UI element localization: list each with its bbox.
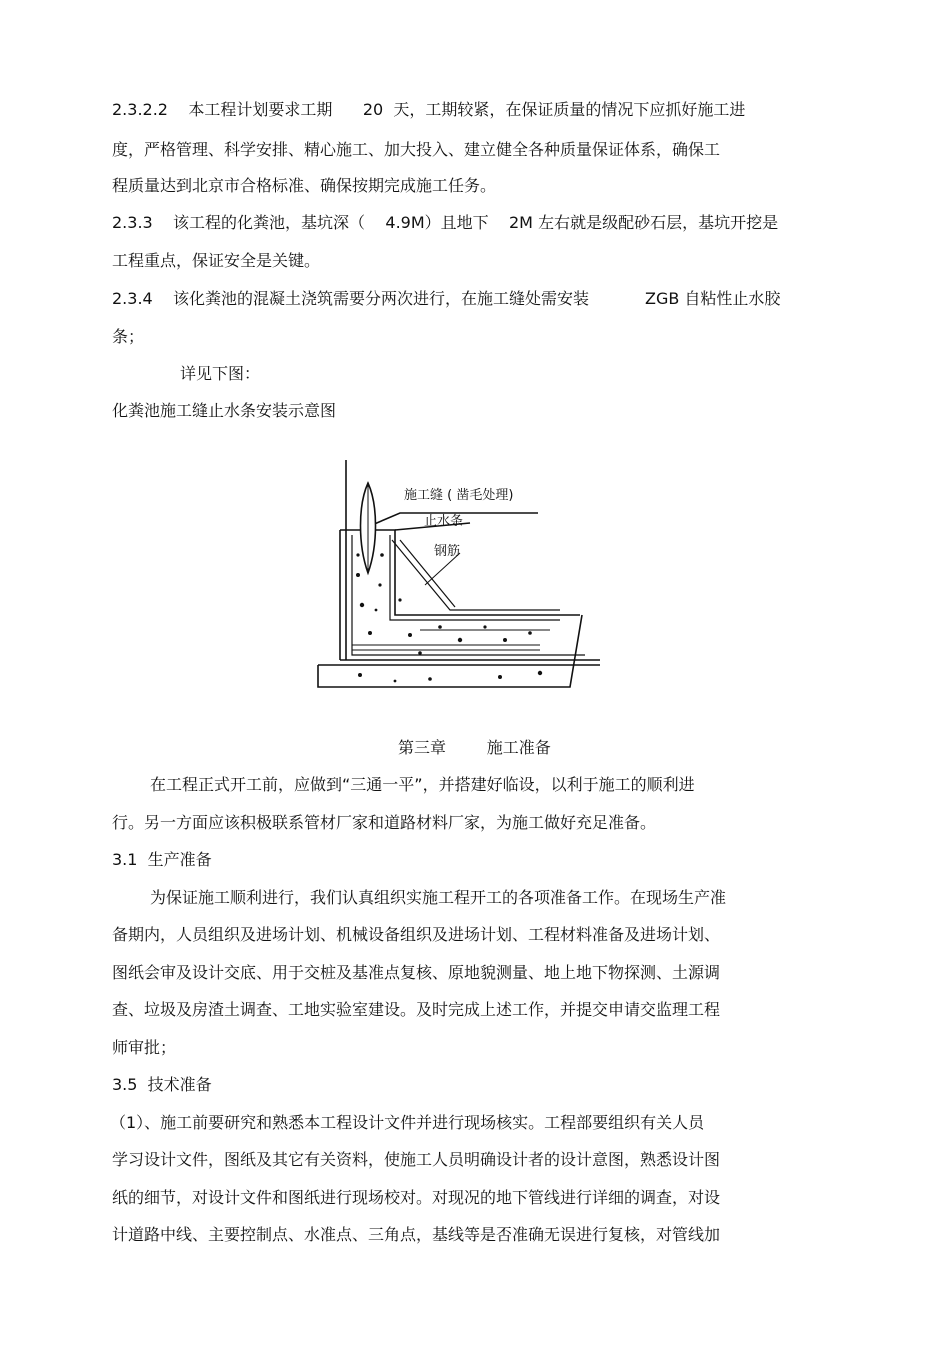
paragraph-line: 为保证施工顺利进行，我们认真组织实施工程开工的各项准备工作。在现场生产准 — [150, 888, 727, 907]
paragraph-line: 在工程正式开工前，应做到“三通一平”，并搭建好临设，以利于施工的顺利进 — [150, 775, 695, 794]
paragraph-line: 程质量达到北京市合格标准、确保按期完成施工任务。 — [112, 176, 497, 195]
label-construction-joint: 施工缝 ( 凿毛处理) — [404, 488, 514, 503]
section-heading: 3.5 技术准备 — [112, 1075, 212, 1094]
aggregate-dots — [356, 553, 542, 682]
label-rebar: 钢筋 — [434, 544, 461, 559]
rebar-bent — [392, 540, 560, 610]
paragraph-line: 度，严格管理、科学安排、精心施工、加大投入、建立健全各种质量保证体系，确保工 — [112, 140, 721, 159]
septic-tank-joint-diagram — [300, 455, 610, 695]
rebar-inner — [390, 535, 560, 620]
paragraph-line: 查、垃圾及房渣土调查、工地实验室建设。及时完成上述工作，并提交申请交监理工程 — [112, 1000, 721, 1019]
figure-caption: 化粪池施工缝止水条安装示意图 — [112, 401, 337, 420]
paragraph-line: 计道路中线、主要控制点、水准点、三角点，基线等是否准确无误进行复核，对管线加 — [112, 1225, 721, 1244]
see-below-text: 详见下图： — [180, 364, 261, 383]
paragraph-line: 学习设计文件，图纸及其它有关资料，使施工人员明确设计者的设计意图，熟悉设计图 — [112, 1150, 721, 1169]
paragraph-line: 图纸会审及设计交底、用于交桩及基准点复核、原地貌测量、地上地下物探测、土源调 — [112, 963, 721, 982]
paragraph-line: 行。另一方面应该积极联系管材厂家和道路材料厂家，为施工做好充足准备。 — [112, 813, 657, 832]
paragraph-line: 纸的细节，对设计文件和图纸进行现场校对。对现况的地下管线进行详细的调查，对设 — [112, 1188, 721, 1207]
slab-outline — [318, 615, 582, 687]
wall-inner-outline — [340, 530, 580, 615]
paragraph-line: 2.3.4 该化粪池的混凝土浇筑需要分两次进行，在施工缝处需安装 ZGB 自粘性止水胶 — [112, 289, 781, 308]
section-heading: 3.1 生产准备 — [112, 850, 212, 869]
paragraph-line: 备期内，人员组织及进场计划、机械设备组织及进场计划、工程材料准备及进场计划、 — [112, 925, 721, 944]
paragraph-line: 2.3.2.2 本工程计划要求工期 20 天，工期较紧，在保证质量的情况下应抓好施工进 — [112, 100, 746, 119]
rebar-outer — [352, 535, 585, 655]
label-water-stop: 止水条 — [424, 514, 464, 529]
paragraph-line: 2.3.3 该工程的化粪池，基坑深（ 4.9M）且地下 2M 左右就是级配砂石层，基坑开挖是 — [112, 213, 779, 232]
paragraph-line: 师审批； — [112, 1038, 177, 1057]
paragraph-line: 条； — [112, 327, 145, 346]
paragraph-line: 工程重点，保证安全是关键。 — [112, 251, 321, 270]
chapter-title: 第三章 施工准备 — [398, 738, 551, 757]
paragraph-line: （1）、施工前要研究和熟悉本工程设计文件并进行现场核实。工程部要组织有关人员 — [110, 1113, 705, 1132]
